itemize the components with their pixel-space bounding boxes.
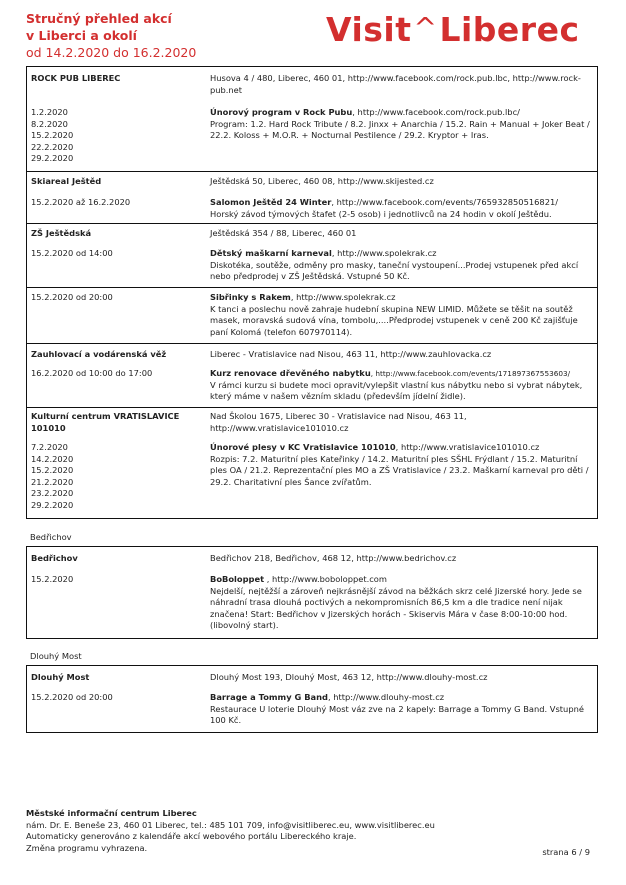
visit-liberec-logo: [326, 8, 600, 52]
event-date: 29.2.2020: [31, 499, 74, 510]
event-date: 22.2.2020: [31, 141, 74, 152]
event-date: 21.2.2020: [31, 476, 74, 487]
event-link[interactable]: , http://www.vratislavice101010.cz: [395, 442, 540, 452]
page-number: strana 6 / 9: [542, 847, 590, 857]
venue-name: ROCK PUB LIBEREC: [31, 73, 121, 83]
section-label-bedrichov: Bedřichov: [30, 532, 72, 542]
venue-address: Bedřichov 218, Bedřichov, 468 12, http://www.bedrichov.cz: [210, 553, 457, 563]
event-dates: [31, 692, 203, 704]
event-date: 15.2.2020: [31, 465, 74, 475]
event-title: Kurz renovace dřevěného nabytku: [210, 368, 371, 378]
event-date: 15.2.2020 od 20:00: [31, 292, 113, 302]
event-row: [27, 223, 597, 287]
events-table-bedrichov: [26, 546, 598, 639]
event-dates: [31, 574, 203, 586]
header-title-line1: Stručný přehled akcí: [26, 11, 172, 26]
event-dates: [31, 292, 203, 304]
event-text: Horský závod týmových štafet (2-5 osob) i jednotlivců na 24 hodin v okolí Ještědu.: [210, 208, 552, 219]
event-dates: [31, 197, 203, 209]
venue-name: Bedřichov: [31, 553, 78, 563]
event-title: Salomon Ještěd 24 Winter: [210, 197, 332, 207]
event-link[interactable]: , http://www.spolekrak.cz: [331, 248, 437, 258]
venue-address: Dlouhý Most 193, Dlouhý Most, 463 12, http://www.dlouhy-most.cz: [210, 672, 488, 682]
event-text: Diskotéka, soutěže, odměny pro masky, taneční vystoupení...Prodej vstupenek před akcí nebo předprodej v ZŠ Ještědská. Vstupné 50 Kč.: [210, 259, 579, 281]
document-header: [26, 10, 316, 61]
event-text: V rámci kurzu si budete moci opravit/vylepšit vlastní kus nábytku nebo si vybrat nábytek, který máme v našem vězním skladu (především jídelní židle).: [210, 379, 583, 401]
logo-caret-icon: ^: [413, 11, 438, 44]
page-footer: [26, 808, 591, 854]
event-date: 15.2.2020 od 14:00: [31, 248, 113, 258]
event-description: [210, 574, 594, 632]
event-row: [27, 171, 597, 223]
event-date: 8.2.2020: [31, 118, 68, 129]
event-description: [210, 197, 594, 220]
event-date: 15.2.2020 až 16.2.2020: [31, 197, 131, 207]
event-title: Dětský maškarní karneval: [210, 248, 332, 258]
event-date: 1.2.2020: [31, 107, 68, 117]
venue-name: Kulturní centrum VRATISLAVICE 101010: [31, 411, 180, 433]
logo-text-right: Liberec: [439, 10, 580, 49]
event-row: [27, 547, 597, 638]
venue-name: Skiareal Ještěd: [31, 176, 102, 186]
footer-org: Městské informační centrum Liberec: [26, 808, 197, 818]
event-description: [210, 292, 594, 338]
event-title: BoBoloppet: [210, 574, 265, 584]
event-text: Restaurace U loterie Dlouhý Most váz zve na 2 kapely: Barrage a Tommy G Band. Vstupné 100 Kč.: [210, 703, 584, 725]
event-date: 16.2.2020 od 10:00 do 17:00: [31, 368, 153, 378]
event-row: [27, 666, 597, 732]
event-date: 15.2.2020: [31, 130, 74, 140]
event-date: 14.2.2020: [31, 453, 74, 464]
section-label-dlouhy-most: Dlouhý Most: [30, 651, 82, 661]
events-table-dlouhy-most: [26, 665, 598, 733]
event-row: [27, 343, 597, 407]
footer-address: nám. Dr. E. Beneše 23, 460 01 Liberec, tel.: 485 101 709, info@visitliberec.eu, www.visitliberec.eu: [26, 819, 435, 830]
event-date: 23.2.2020: [31, 488, 74, 498]
event-title: Barrage a Tommy G Band: [210, 692, 328, 702]
event-date: 29.2.2020: [31, 153, 74, 163]
event-link[interactable]: , http://www.facebook.com/rock.pub.lbc/: [352, 107, 520, 117]
venue-address: Nad Školou 1675, Liberec 30 - Vratislavice nad Nisou, 463 11, http://www.vratislavice101010.cz: [210, 411, 467, 433]
venue-name: Dlouhý Most: [31, 672, 90, 682]
event-date: 15.2.2020: [31, 574, 74, 584]
events-table: [26, 66, 598, 519]
venue-address: Husova 4 / 480, Liberec, 460 01, http://www.facebook.com/rock.pub.lbc, http://www.rock-pub.net: [210, 73, 581, 95]
event-text: Rozpis: 7.2. Maturitní ples Kateřinky / 14.2. Maturitní ples SŠHL Frýdlant / 15.2. Maturitní ples OA / 21.2. Reprezentační ples MO a ZŠ Vratislavice / 23.2. Maškarní karneval pro děti / 29.2. Charitativní ples Šance zvířatům.: [210, 453, 589, 487]
event-dates: [31, 248, 203, 260]
event-link[interactable]: , http://www.facebook.com/events/765932850516821/: [331, 197, 559, 207]
event-row: [27, 287, 597, 343]
event-text: Program: 1.2. Hard Rock Tribute / 8.2. Jinxx + Anarchia / 15.2. Rain + Manual + Joker Beat / 22.2. Koloss + M.O.R. + Nocturnal Pestilence / 29.2. Kryptor + Iras.: [210, 118, 590, 140]
event-dates: [31, 368, 203, 380]
event-title: Únorový program v Rock Pubu: [210, 107, 353, 117]
event-row: [27, 67, 597, 171]
event-description: [210, 442, 594, 488]
footer-notice: Změna programu vyhrazena.: [26, 842, 148, 853]
venue-address: Ještědská 354 / 88, Liberec, 460 01: [210, 228, 357, 238]
event-text: K tanci a poslechu nově zahraje hudební skupina NEW LIMID. Můžete se těšit na soutěž masek, moravská sudová vína, tombolu,....Předprodej vstupenek v ceně 200 Kč zajišťuje paní Kolomá (telefon 607970114).: [210, 303, 578, 337]
venue-name: ZŠ Ještědská: [31, 228, 92, 238]
venue-name: Zauhlovací a vodárenská věž: [31, 349, 167, 359]
event-link[interactable]: , http://www.facebook.com/events/171897367553603/: [370, 369, 571, 378]
header-title-line2: v Liberci a okolí: [26, 28, 137, 43]
event-dates: [31, 442, 203, 511]
event-text: Nejdelší, nejtěžší a zároveň nejkrásnější závod na běžkách skrz celé Jizerské hory. Jede se náhradní trasa dlouhá poctivých a nekompromisních 86,5 km a dle tradice není nijak značena! Start: Bedřichov v Jizerských horách - Skiservis Mára v čase 8:00-10:00 hod. (libovolný start).: [210, 585, 582, 630]
event-title: Sibřinky s Rakem: [210, 292, 291, 302]
event-date: 7.2.2020: [31, 442, 68, 452]
event-date: 15.2.2020 od 20:00: [31, 692, 113, 702]
event-description: [210, 107, 594, 142]
venue-address: Liberec - Vratislavice nad Nisou, 463 11, http://www.zauhlovacka.cz: [210, 349, 492, 359]
event-link[interactable]: , http://www.spolekrak.cz: [290, 292, 396, 302]
venue-address: Ještědská 50, Liberec, 460 08, http://www.skijested.cz: [210, 176, 434, 186]
header-date-range: od 14.2.2020 do 16.2.2020: [26, 45, 197, 60]
event-description: [210, 248, 594, 283]
event-link[interactable]: , http://www.dlouhy-most.cz: [327, 692, 445, 702]
event-dates: [31, 107, 203, 165]
event-description: [210, 368, 594, 403]
event-description: [210, 692, 594, 727]
event-link[interactable]: , http://www.boboloppet.com: [264, 574, 387, 584]
event-row: [27, 407, 597, 519]
logo-text-left: Visit: [326, 10, 412, 49]
event-title: Únorové plesy v KC Vratislavice 101010: [210, 442, 396, 452]
footer-generated: Automaticky generováno z kalendáře akcí webového portálu Libereckého kraje.: [26, 831, 357, 841]
